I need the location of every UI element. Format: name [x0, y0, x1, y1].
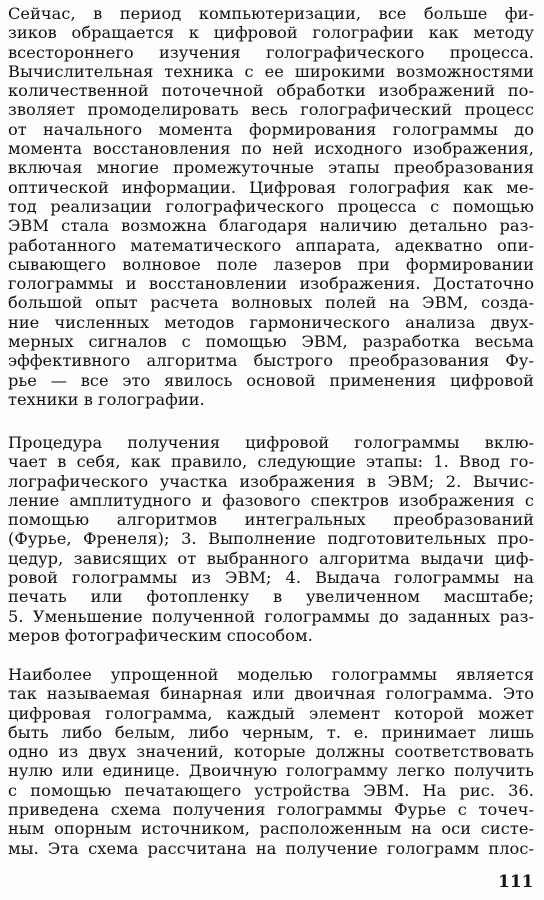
text-line: ление амплитудного и фазового спектров изображения с	[8, 490, 534, 510]
text-line: большой опыт расчета волновых полей на ЭВМ, созда-	[8, 293, 534, 313]
text-line: голограммы и восстановлении изображения. Достаточно	[8, 274, 534, 294]
text-line: 5. Уменьшение полученной голограммы до заданных раз-	[8, 606, 534, 626]
text-line: так называемая бинарная или двоичная голограмма. Это	[8, 684, 534, 704]
text-line: цедур, зависящих от выбранного алгоритма выдачи циф-	[8, 548, 534, 568]
text-line: всестороннего изучения голографического процесса.	[8, 42, 534, 62]
text-line: приведена схема получения голограммы Фурье с точеч-	[8, 800, 534, 820]
text-line: включая многие промежуточные этапы преобразования	[8, 158, 534, 178]
text-line: оптической информации. Цифровая голография как ме-	[8, 177, 534, 197]
page-number: 111	[498, 872, 534, 892]
text-line: мерных сигналов с помощью ЭВМ, разработка весьма	[8, 332, 534, 352]
paragraph-hologram-procedure	[8, 433, 534, 645]
text-line: цифровая голограмма, каждый элемент которой может	[8, 703, 534, 723]
text-line: количественной поточечной обработки изображений по-	[8, 81, 534, 101]
text-line: нулю или единице. Двоичную голограмму легко получить	[8, 761, 534, 781]
text-line: зволяет промоделировать весь голографический процесс	[8, 100, 534, 120]
text-line: ние численных методов гармонического анализа двух-	[8, 312, 534, 332]
text-line: техники в голографии.	[8, 389, 205, 409]
text-line: тод реализации голографического процесса с помощью	[8, 196, 534, 216]
text-line: Наиболее упрощенной моделью голограммы является	[8, 665, 534, 684]
text-line: лографического участка изображения в ЭВМ; 2. Вычис-	[8, 471, 534, 491]
text-line: Вычислительная техника с ее широкими возможностями	[8, 61, 534, 81]
text-line: от начального момента формирования голограммы до	[8, 119, 534, 139]
text-line: Процедура получения цифровой голограммы вклю-	[8, 433, 534, 452]
text-line: одно из двух значений, которые должны соответствовать	[8, 742, 534, 762]
text-line: меров фотографическим способом.	[8, 625, 313, 645]
text-line: с помощью печатающего устройства ЭВМ. На рис. 36.	[8, 780, 534, 800]
text-line: рье — все это явилось основой применения цифровой	[8, 370, 534, 390]
text-line: ным опорным источником, расположенным на оси систе-	[8, 819, 534, 839]
text-line: печать или фотопленку в увеличенном масштабе;	[8, 587, 534, 607]
paragraph-digital-holography-intro	[8, 4, 534, 409]
text-line: чает в себя, как правило, следующие этапы: 1. Ввод го-	[8, 452, 534, 472]
text-line: помощью алгоритмов интегральных преобразований	[8, 510, 534, 530]
text-line: ЭВМ стала возможна благодаря наличию детально раз-	[8, 216, 534, 236]
text-line: быть либо белым, либо черным, т. е. принимает лишь	[8, 722, 534, 742]
text-line: ровой голограммы из ЭВМ; 4. Выдача голограммы на	[8, 568, 534, 588]
text-line: Сейчас, в период компьютеризации, все больше фи-	[8, 4, 534, 23]
text-line: работанного математического аппарата, адекватно опи-	[8, 235, 534, 255]
text-line: эффективного алгоритма быстрого преобразования Фу-	[8, 351, 534, 371]
text-line: (Фурье, Френеля); 3. Выполнение подготовительных про-	[8, 529, 534, 549]
text-line: момента восстановления по ней исходного изображения,	[8, 139, 534, 159]
text-line: зиков обращается к цифровой голографии как методу	[8, 23, 534, 43]
text-line: мы. Эта схема рассчитана на получение голограмм плос-	[8, 838, 534, 858]
text-line: сывающего волновое поле лазеров при формировании	[8, 254, 534, 274]
paragraph-binary-hologram	[8, 665, 534, 858]
